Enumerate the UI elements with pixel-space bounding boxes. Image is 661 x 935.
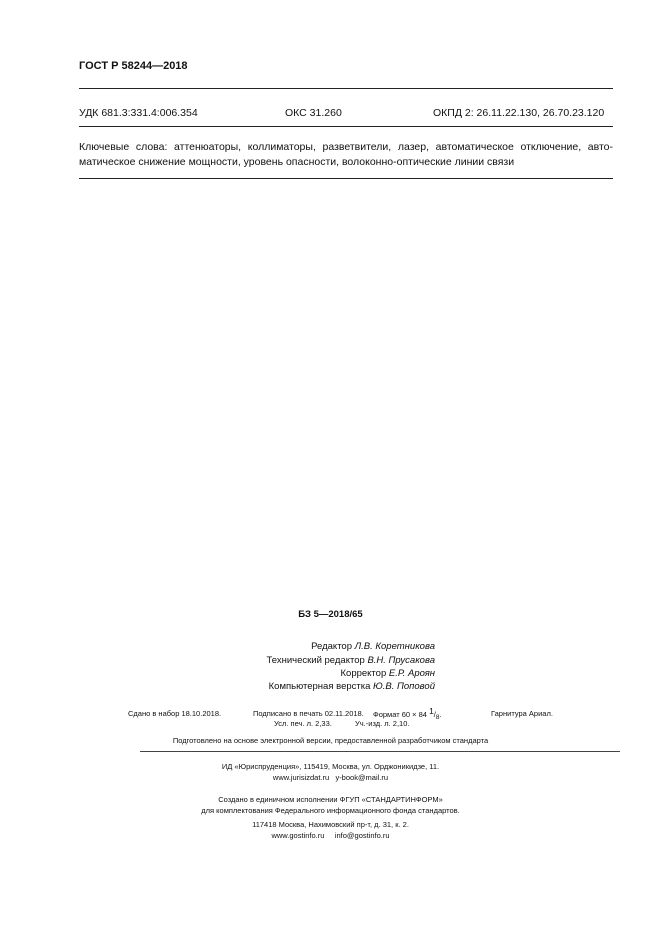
corrector-label: Корректор xyxy=(340,668,387,679)
fund-note: для комплектования Федерального информационного фонда стандартов. xyxy=(201,806,460,815)
bz-number: БЗ 5—2018/65 xyxy=(298,609,363,620)
format-numerator: 1 xyxy=(429,706,434,716)
format-denominator: 8 xyxy=(435,714,440,721)
imprint-rule xyxy=(140,751,620,752)
classification-rule xyxy=(79,126,613,127)
document-code: ГОСТ Р 58244—2018 xyxy=(79,60,188,72)
keywords-line-2: матическое снижение мощности, уровень опасности, волоконно-оптические линии связи xyxy=(79,156,515,168)
tech-editor-line xyxy=(266,655,435,666)
keywords-rule xyxy=(79,178,613,179)
print-sheets: Усл. печ. л. 2,33. xyxy=(274,719,332,728)
prepared-note: Подготовлено на основе электронной версии, предоставленной разработчиком стандарта xyxy=(172,736,489,745)
keywords-line-1: Ключевые слова: аттенюаторы, коллиматоры, разветвители, лазер, автоматическое отключение, авто- xyxy=(79,141,613,153)
standartinform-website[interactable]: www.gostinfo.ru xyxy=(271,831,325,840)
standartinform-email[interactable]: info@gostinfo.ru xyxy=(334,831,390,840)
okpd-code: ОКПД 2: 26.11.22.130, 26.70.23.120 xyxy=(433,107,605,119)
layout-label: Компьютерная верстка xyxy=(268,681,371,692)
creation-note: Создано в единичном исполнении ФГУП «СТАНДАРТИНФОРМ» xyxy=(218,795,443,804)
layout-line xyxy=(269,681,435,692)
tech-editor-label: Технический редактор xyxy=(266,655,365,666)
format-separator: / xyxy=(433,710,436,719)
oks-code: ОКС 31.260 xyxy=(285,107,342,119)
format-prefix: Формат 60 × 84 xyxy=(373,710,427,719)
publisher-contacts xyxy=(0,773,661,782)
editor-label: Редактор xyxy=(311,641,353,652)
corrector-line xyxy=(341,668,436,679)
tech-editor-name: В.Н. Прусакова xyxy=(367,655,435,666)
submitted-date: Сдано в набор 18.10.2018. xyxy=(128,709,222,718)
udk-code: УДК 681.3:331.4:006.354 xyxy=(79,107,198,119)
editor-line xyxy=(311,641,435,652)
format-suffix: . xyxy=(439,710,442,719)
corrector-name: Е.Р. Ароян xyxy=(388,668,435,679)
signed-date: Подписано в печать 02.11.2018. xyxy=(253,709,364,718)
keywords-block xyxy=(79,140,613,170)
standartinform-address: 117418 Москва, Нахимовский пр-т, д. 31, к. 2. xyxy=(252,820,409,829)
standartinform-contacts xyxy=(0,831,661,840)
typeface-info: Гарнитура Ариал. xyxy=(491,709,553,718)
publisher-address: ИД «Юриспруденция», 115419, Москва, ул. Орджоникидзе, 11. xyxy=(221,762,440,771)
publisher-website[interactable]: www.jurisizdat.ru xyxy=(272,773,330,782)
editor-name: Л.В. Коретникова xyxy=(354,641,435,652)
publication-sheets: Уч.-изд. л. 2,10. xyxy=(355,719,410,728)
header-rule xyxy=(79,88,613,89)
layout-name: Ю.В. Поповой xyxy=(373,681,435,692)
publisher-email[interactable]: y-book@mail.ru xyxy=(335,773,389,782)
